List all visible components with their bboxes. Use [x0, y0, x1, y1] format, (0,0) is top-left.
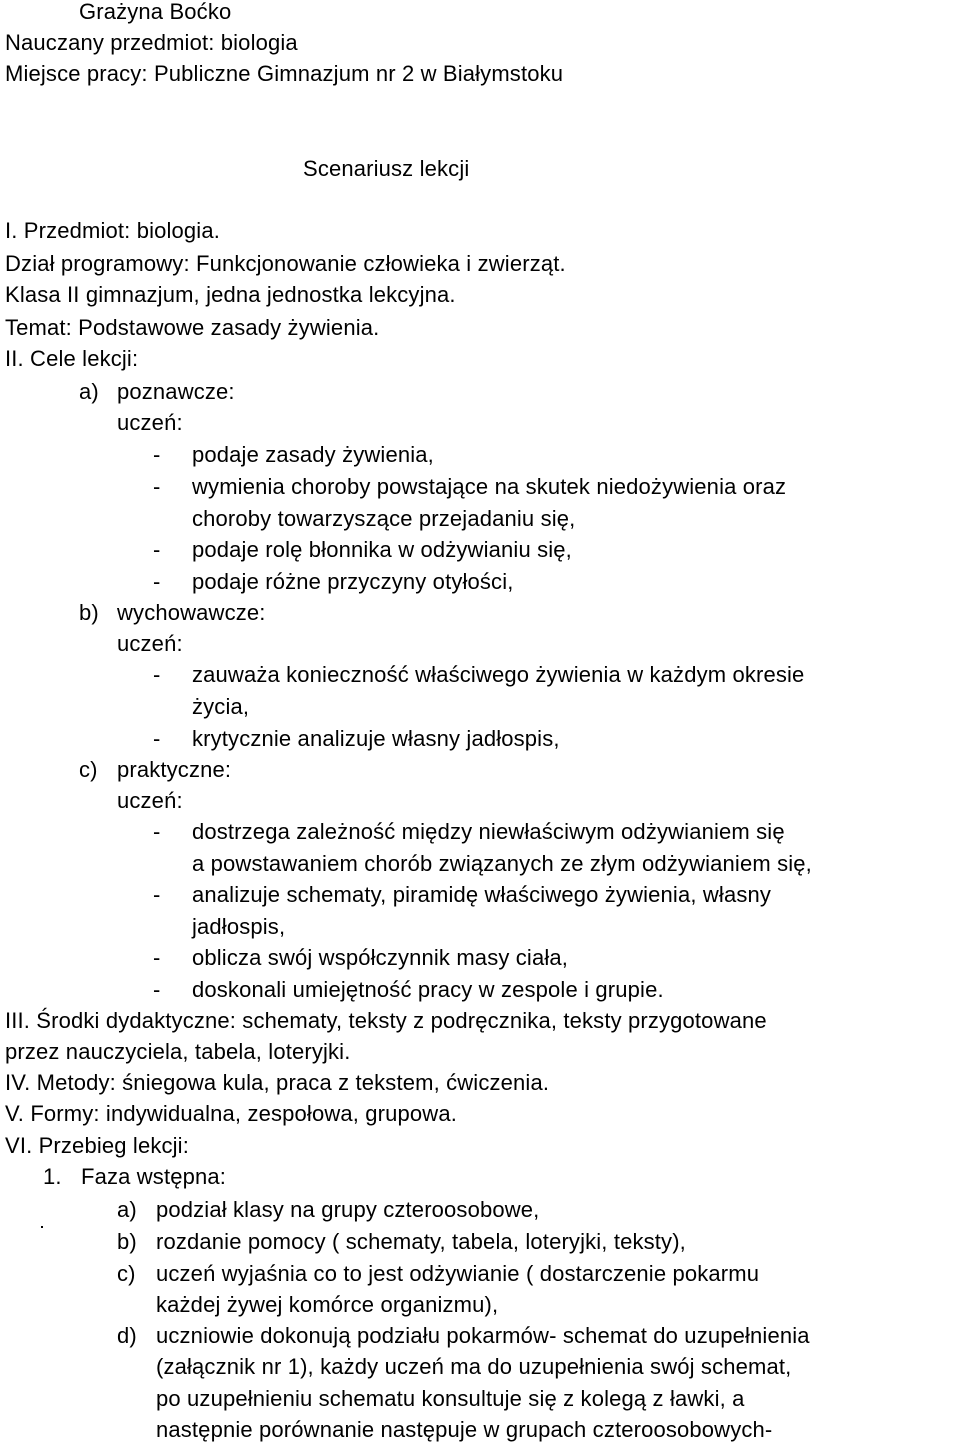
list-item-text: choroby towarzyszące przejadaniu się,	[192, 506, 576, 531]
goal-b-title: wychowawcze:	[117, 600, 266, 625]
goal-b-label: b)	[79, 600, 99, 625]
goal-a-label: a)	[79, 379, 99, 404]
list-item-text: krytycznie analizuje własny jadłospis,	[192, 726, 560, 751]
list-dash: -	[153, 474, 161, 499]
section-1-subject: I. Przedmiot: biologia.	[5, 218, 220, 243]
list-dash: -	[153, 945, 161, 970]
step-text: rozdanie pomocy ( schematy, tabela, loteryjki, teksty),	[156, 1229, 686, 1254]
section-3-line-1: III. Środki dydaktyczne: schematy, teksty z podręcznika, teksty przygotowane	[5, 1008, 767, 1033]
list-item-text: a powstawaniem chorób związanych ze złym odżywianiem się,	[192, 851, 812, 876]
stray-dot	[41, 1226, 43, 1228]
list-item-text: podaje zasady żywienia,	[192, 442, 434, 467]
goal-b-student: uczeń:	[117, 631, 183, 656]
goal-a-title: poznawcze:	[117, 379, 235, 404]
list-item-text: podaje rolę błonnika w odżywianiu się,	[192, 537, 572, 562]
step-text: uczniowie dokonują podziału pokarmów- schemat do uzupełnienia	[156, 1323, 810, 1348]
section-2-heading: II. Cele lekcji:	[5, 346, 139, 371]
list-dash: -	[153, 442, 161, 467]
section-6-heading: VI. Przebieg lekcji:	[5, 1133, 189, 1158]
section-1-unit: Dział programowy: Funkcjonowanie człowieka i zwierząt.	[5, 251, 566, 276]
list-item-text: dostrzega zależność między niewłaściwym odżywianiem się	[192, 819, 785, 844]
phase-number: 1.	[43, 1164, 62, 1189]
list-dash: -	[153, 569, 161, 594]
section-4-methods: IV. Metody: śniegowa kula, praca z tekstem, ćwiczenia.	[5, 1070, 550, 1095]
author-workplace: Miejsce pracy: Publiczne Gimnazjum nr 2 w Białymstoku	[5, 61, 564, 86]
section-1-topic: Temat: Podstawowe zasady żywienia.	[5, 315, 380, 340]
step-text: następnie porównanie następuje w grupach czteroosobowych-	[156, 1417, 773, 1442]
list-dash: -	[153, 882, 161, 907]
list-dash: -	[153, 819, 161, 844]
author-subject: Nauczany przedmiot: biologia	[5, 30, 298, 55]
step-text: po uzupełnieniu schematu konsultuje się z kolegą z ławki, a	[156, 1386, 745, 1411]
goal-c-title: praktyczne:	[117, 757, 232, 782]
list-item-text: analizuje schematy, piramidę właściwego żywienia, własny	[192, 882, 772, 907]
list-item-text: oblicza swój współczynnik masy ciała,	[192, 945, 569, 970]
list-dash: -	[153, 662, 161, 687]
document-title: Scenariusz lekcji	[303, 156, 470, 181]
list-item-text: doskonali umiejętność pracy w zespole i grupie.	[192, 977, 664, 1002]
step-label: b)	[117, 1229, 137, 1254]
list-item-text: jadłospis,	[192, 914, 286, 939]
goal-c-label: c)	[79, 757, 98, 782]
list-item-text: wymienia choroby powstające na skutek niedożywienia oraz	[192, 474, 787, 499]
list-dash: -	[153, 977, 161, 1002]
step-text: każdej żywej komórce organizmu),	[156, 1292, 499, 1317]
step-label: c)	[117, 1261, 136, 1286]
goal-c-student: uczeń:	[117, 788, 183, 813]
step-text: podział klasy na grupy czteroosobowe,	[156, 1197, 540, 1222]
phase-title: Faza wstępna:	[81, 1164, 227, 1189]
list-item-text: podaje różne przyczyny otyłości,	[192, 569, 514, 594]
step-text: uczeń wyjaśnia co to jest odżywianie ( dostarczenie pokarmu	[156, 1261, 760, 1286]
author-name: Grażyna Boćko	[79, 0, 232, 24]
list-dash: -	[153, 537, 161, 562]
list-item-text: życia,	[192, 694, 250, 719]
step-text: (załącznik nr 1), każdy uczeń ma do uzupełnienia swój schemat,	[156, 1354, 792, 1379]
step-label: d)	[117, 1323, 137, 1348]
list-dash: -	[153, 726, 161, 751]
goal-a-student: uczeń:	[117, 410, 183, 435]
step-label: a)	[117, 1197, 137, 1222]
section-5-forms: V. Formy: indywidualna, zespołowa, grupowa.	[5, 1101, 457, 1126]
list-item-text: zauważa konieczność właściwego żywienia w każdym okresie	[192, 662, 805, 687]
section-3-line-2: przez nauczyciela, tabela, loteryjki.	[5, 1039, 351, 1064]
section-1-class: Klasa II gimnazjum, jedna jednostka lekcyjna.	[5, 282, 456, 307]
